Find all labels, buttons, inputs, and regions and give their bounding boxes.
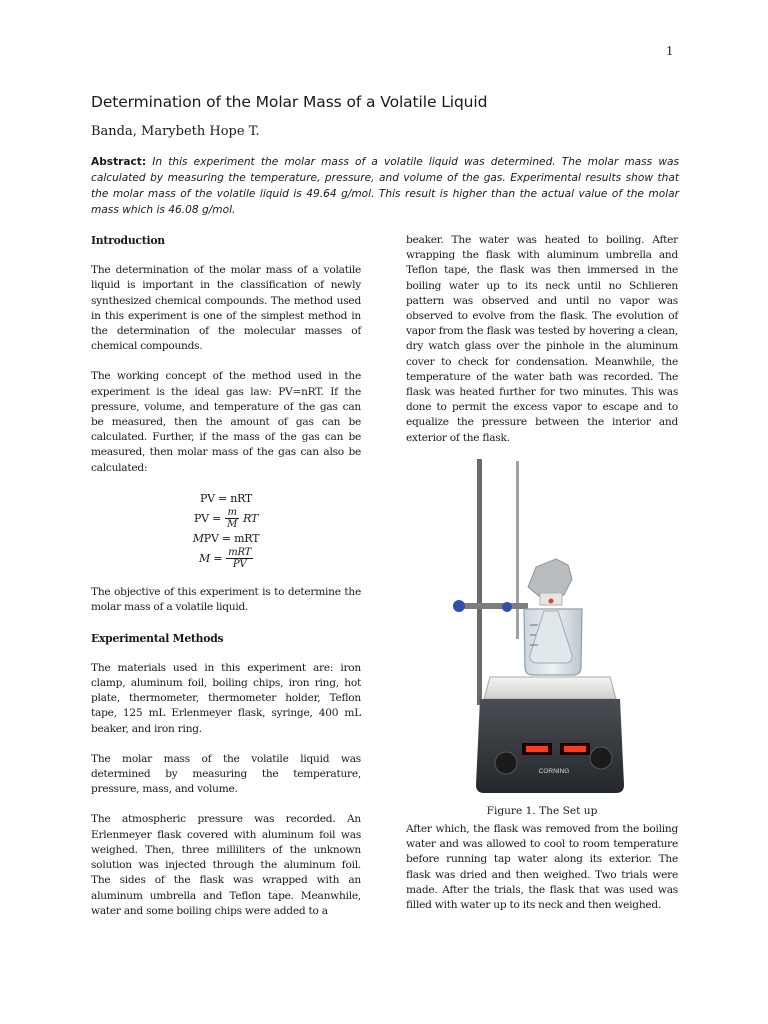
fraction-m-over-M: $\frac{m}{M}$ — [227, 507, 238, 531]
introduction-paragraph-3: The objective of this experiment is to determine the molar mass of a volatile liquid. — [91, 586, 361, 614]
clamp-knob-right — [502, 602, 512, 612]
abstract-text: In this experiment the molar mass of a volatile liquid was determined. The molar mass was calculated by measuring the temperature, pressure, and volume of the gas. Experimental results show that the molar mass of the volatile liquid is 49.64 g/mol. This result is higher than the actual value of the molar mass which is 46.08 g/mol. — [91, 156, 679, 216]
methods-paragraph-1: The materials used in this experiment are: iron clamp, aluminum foil, boiling chips, iron ring, hot plate, thermometer, thermometer holder, Teflon tape, 125 mL Erlenmeyer flask, syringe, 400 mL beaker, and iron ring. — [91, 661, 361, 735]
abstract-label: Abstract: — [91, 156, 147, 168]
stand-rod — [477, 459, 482, 705]
introduction-paragraph-1: The determination of the molar mass of a volatile liquid is important in the classification of newly synthesized chemical compounds. The method used in this experiment is one of the simplest method in the determination of the molecular masses of chemical compounds. — [91, 264, 361, 353]
methods-paragraph-2: The molar mass of the volatile liquid was determined by measuring the temperature, pressure, mass, and volume. — [91, 752, 361, 796]
abstract — [91, 154, 679, 218]
fraction-mRT-over-PV: $\frac{\text{mRT}}{PV}$ — [228, 547, 251, 571]
equation-rearranged: MPV = mRT — [192, 532, 260, 546]
right-column — [406, 233, 678, 461]
methods-paragraph-4: beaker. The water was heated to boiling. After wrapping the flask with aluminum umbrella and Teflon tape, the flask was then immersed in the boiling water up to its neck until no Schlieren pattern was observed and until no vapor was observed to evolve from the flask. The evolution of vapor from the flask was tested by hovering a clean, dry watch glass over the pinhole in the aluminum cover to check for condensation. Meanwhile, the temperature of the water bath was recorded. The flask was heated further for two minutes. This was done to permit the excess vapor to escape and to equalize the pressure between the interior and exterior of the flask. — [406, 234, 678, 444]
paper-title: Determination of the Molar Mass of a Volatile Liquid — [91, 93, 488, 111]
hot-plate-top — [484, 677, 616, 699]
thermometer — [516, 461, 519, 639]
methods-heading: Experimental Methods — [91, 631, 224, 645]
clamp-arm — [460, 603, 528, 609]
display-right-digits — [564, 746, 586, 752]
equation-ideal-gas: PV = nRT — [199, 491, 253, 505]
knob-right — [590, 747, 612, 769]
page-number: 1 — [666, 44, 673, 59]
left-column — [91, 233, 361, 934]
knob-left — [495, 752, 517, 774]
equation-block — [91, 491, 361, 571]
setup-photo — [440, 455, 630, 797]
introduction-paragraph-2: The working concept of the method used in the experiment is the ideal gas law: PV=nRT. If the pressure, volume, and temperature of the gas can be measured, then the amount of gas can be calculated. Further, if the mass of the gas can be measured, then molar mass of the gas can also be calculated: — [91, 370, 361, 474]
equation-substitution: PV = $\frac{m}{M}$ RT — [194, 507, 258, 531]
hot-plate-brand: CORNING — [538, 768, 570, 775]
display-left-digits — [526, 746, 548, 752]
methods-paragraph-3: The atmospheric pressure was recorded. An Erlenmeyer flask covered with aluminum foil was weighed. Then, three milliliters of the unknown solution was injected through the aluminum foil. The sides of the flask was wrapped with an aluminum umbrella and Teflon tape. Meanwhile, water and some boiling chips were added to a — [91, 813, 361, 917]
figure-caption: Figure 1. The Set up — [486, 805, 598, 817]
author-name: Banda, Marybeth Hope T. — [91, 124, 260, 139]
clamp-knob-left — [453, 600, 465, 612]
flask-neck-marker — [549, 599, 554, 604]
methods-paragraph-5: After which, the flask was removed from the boiling water and was allowed to cool to room temperature before running tap water along its exterior. The flask was dried and then weighed. Two trials were made. After the trials, the flask that was used was filled with water up to its neck and then weighed. — [406, 823, 678, 912]
introduction-heading: Introduction — [91, 234, 165, 247]
equation-molar-mass: M = $\frac{\text{mRT}}{PV}$ — [199, 547, 251, 571]
